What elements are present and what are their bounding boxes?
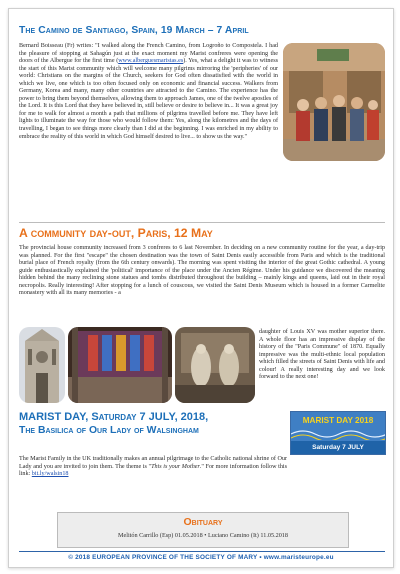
marist-day-heading-line1: MARIST DAY, Saturday 7 JULY, 2018,	[19, 411, 209, 423]
marist-day-text-start: The Marist Family in the UK traditionally makes an annual pilgrimage to the Catholic national shrine of Our Lady and you are invited to join them. The theme is "	[19, 456, 287, 470]
marist-day-heading-line2: The Basilica of Our Lady of Walsingham	[19, 425, 199, 436]
marist-day-text-mid: ." For more information follow this link:	[19, 463, 287, 478]
community-heading: A community day-out, Paris, 12 May	[19, 226, 213, 240]
community-text: The provincial house community increased from 3 confreres to 6 last November. In deciding on a new community routine for the year, a day-trip was planned. For the first "escape" the chosen destination was the town of Saint Denis easily accessible from Paris and which is the traditional burial place of French royalty (from the 6th century onwards). The morning was spent visiting the interior of the great Gothic cathedral. A young guide enthusiastically explained the 'political' importance of the place under the Ancien Régime. Under his guidance we discovered the meaning hidden behind the many reclining stone statues and tombs distributed throughout the building – mainly kings and queens, laid out in their royal necropolis. Really interesting! After stopping for a lunch of couscous, we visited the Saint Denis Museum which is housed in a former Carmelite monastery with all its many memories - a	[19, 245, 385, 297]
obituary-box	[57, 512, 349, 548]
community-text-side: daughter of Louis XV was mother superior there. A whole floor has an impressive display of the history of the "Paris Commune" of 1870. Equally impressive was the multi-ethnic local population which filled the streets of Saint Denis with life and colour! A really interesting day and we look forward to the next one!	[259, 329, 385, 381]
theme-quote: This is your Mother	[151, 463, 200, 470]
camino-text	[19, 43, 385, 219]
obituary-title: Obituary	[183, 516, 223, 528]
camino-text-end: ). Yes, what a delight it was to witness the start of this Marist community which will welcome many pilgrims mirroring the 'peripheries' of our world: Christians on the margins of the Church, seekers for God often dissatisfied with the world in which we live, one which is too often focused only on economic and financial success. Walkers from Germany, Korea and many, many other countries are attracted to the Camino. The experience has the power to bring them beyond themselves, allowing them to approach James, one of the twelve apostles of the Lord. It is this Lord that they have believed in, still believe or desire to believe in... It was a great joy for me to walk for almost a month a path that millions of pilgrims travelled before me. They have left lights to illuminate the way for those who would follow them: Yes, along the kilometres and the days of travelling, I began to see things more clearly than I did at the beginning. I was enriched in my ability to embrace the reality of this world in which God himself desired to live... to show us the way."	[19, 58, 278, 140]
albergue-link[interactable]: www.alberguesmaristas.es	[118, 58, 184, 65]
banner-waves	[291, 426, 385, 440]
tomb-statues-photo	[175, 327, 255, 403]
camino-heading: The Camino de Santiago, Spain, 19 March – 7 April	[19, 25, 249, 36]
footer-divider	[19, 551, 385, 552]
banner-title: MARIST DAY 2018	[302, 416, 374, 425]
camino-photo	[283, 43, 385, 161]
walsingham-link[interactable]: bit.ly/walsin18	[31, 471, 69, 478]
marist-day-banner	[290, 411, 386, 455]
cathedral-interior-photo	[68, 327, 172, 403]
obituary-names: Melitón Carrillo (Esp) 01.05.2018 • Luciano Camino (It) 11.05.2018	[117, 532, 288, 539]
footer-text: © 2018 EUROPEAN PROVINCE OF THE SOCIETY OF MARY • www.maristeurope.eu	[68, 554, 334, 561]
newsletter-page	[8, 8, 394, 568]
section-divider	[19, 222, 385, 223]
marist-day-text	[19, 456, 287, 486]
camino-text-start: Bernard Boisseau (Fr) writes: "I walked along the French Camino, from Logroño to Compostela. I had the pleasure of stopping at Sahagún just at the exact moment my Marist confreres were opening the doors of the Albergue for the first time (	[19, 43, 278, 65]
banner-date: Saturday 7 JULY	[291, 441, 385, 454]
cathedral-facade-photo	[19, 327, 65, 403]
